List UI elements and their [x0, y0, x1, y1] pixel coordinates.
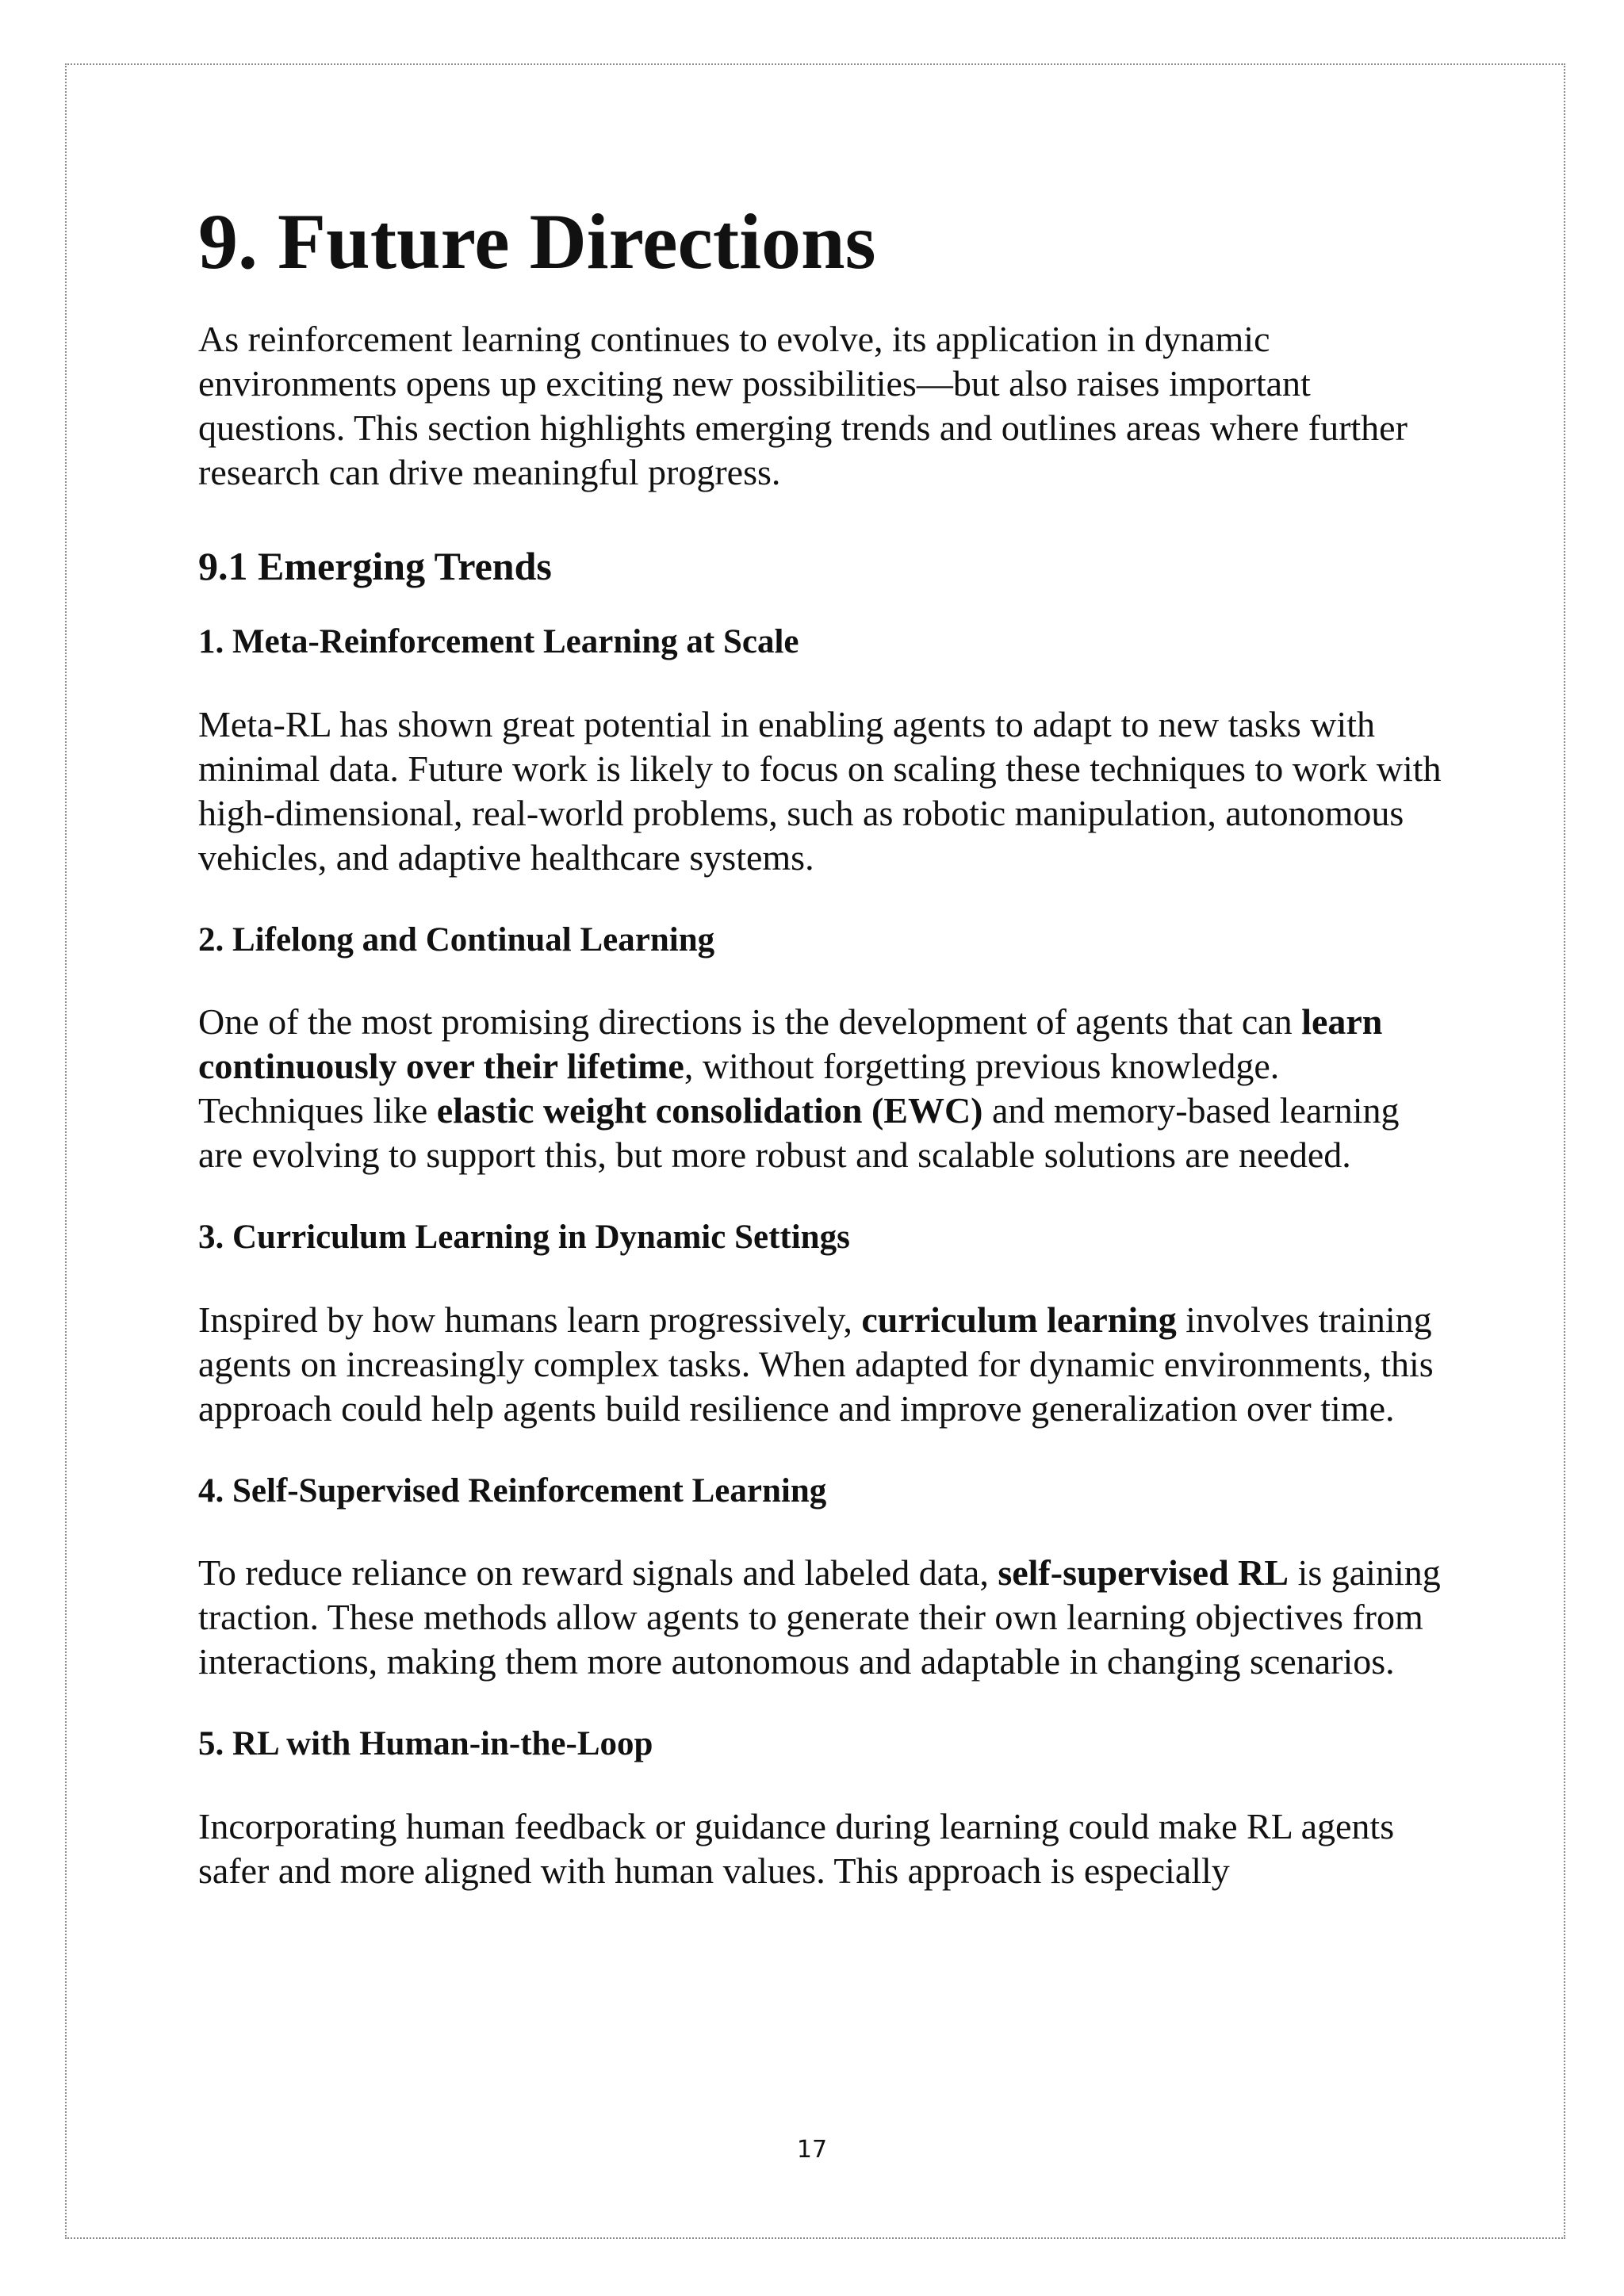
intro-paragraph: As reinforcement learning continues to evolve, its application in dynamic environments opens up exciting new possibilities—but also raises important questions. This section highlights emerging trends and outlines areas where further research can drive meaningful progress.: [198, 319, 1408, 492]
item-3-bold-1: curriculum learning: [861, 1299, 1177, 1340]
page-number: 17: [796, 2136, 828, 2164]
page-content: [198, 198, 1451, 1933]
item-5-heading: 5. RL with Human-in-the-Loop: [198, 1725, 653, 1763]
item-4-text-2: is gaining traction. These methods allow agents to generate their own learning objectives from interactions, making them more autonomous and adaptable in changing scenarios.: [198, 1552, 1441, 1682]
item-4-bold-1: self-supervised RL: [998, 1552, 1289, 1594]
item-2-bold-1: learn continuously over their lifetime: [198, 1001, 1383, 1087]
item-3-paragraph: [198, 1298, 1451, 1431]
item-2-text-2: , without forgetting previous knowledge. Techniques like: [198, 1046, 1280, 1131]
item-5-paragraph: Incorporating human feedback or guidance during learning could make RL agents safer and more aligned with human values. This approach is especially: [198, 1805, 1395, 1891]
item-3-heading: 3. Curriculum Learning in Dynamic Settings: [198, 1219, 850, 1257]
item-3-text-2: involves training agents on increasingly complex tasks. When adapted for dynamic environments, this approach could help agents build resilience and improve generalization over time.: [198, 1299, 1434, 1429]
item-4-text-1: To reduce reliance on reward signals and labeled data,: [198, 1552, 998, 1594]
item-4-paragraph: [198, 1551, 1451, 1684]
item-4-heading: 4. Self-Supervised Reinforcement Learning: [198, 1471, 827, 1510]
section-heading: 9.1 Emerging Trends: [198, 544, 552, 588]
page-title: 9. Future Directions: [198, 197, 876, 285]
item-2-text-1: One of the most promising directions is the development of agents that can: [198, 1001, 1302, 1043]
item-2-heading: 2. Lifelong and Continual Learning: [198, 920, 715, 959]
item-1-paragraph: Meta-RL has shown great potential in enabling agents to adapt to new tasks with minimal data. Future work is likely to focus on scaling these techniques to work with high-dimensional, real-world problems, such as robotic manipulation, autonomous vehicles, and adaptive healthcare systems.: [198, 703, 1442, 878]
item-2-text-3: and memory-based learning are evolving to support this, but more robust and scalable solutions are needed.: [198, 1090, 1400, 1176]
item-2-bold-2: elastic weight consolidation (EWC): [436, 1090, 983, 1131]
item-1-heading: 1. Meta-Reinforcement Learning at Scale: [198, 623, 799, 660]
item-2-paragraph: [198, 1000, 1451, 1177]
item-3-text-1: Inspired by how humans learn progressively,: [198, 1299, 862, 1340]
